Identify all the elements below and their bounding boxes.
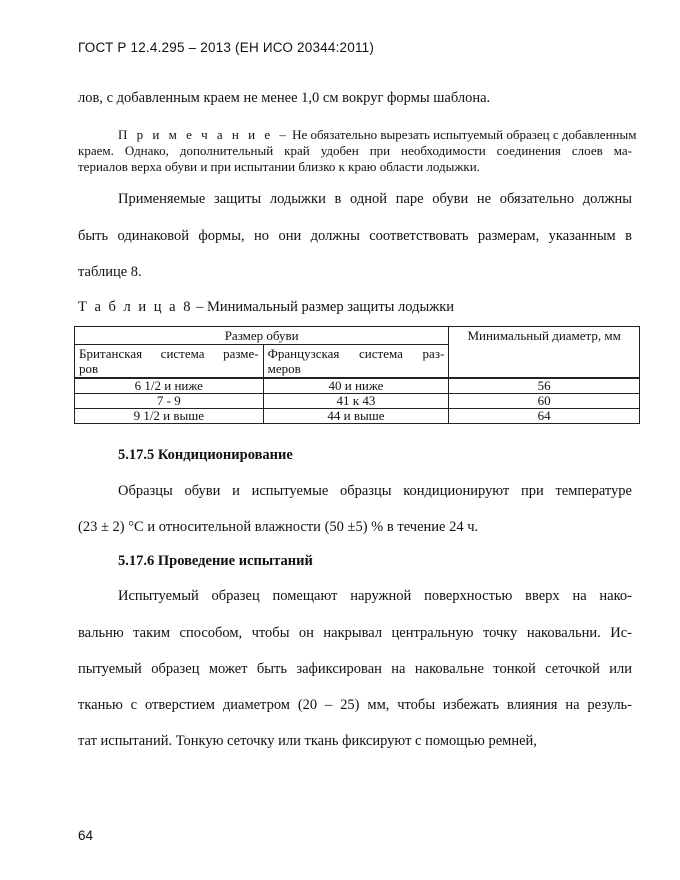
note-label: П р и м е ч а н и е – [118,127,289,142]
page-number: 64 [78,828,94,843]
cell-diameter: 64 [449,409,640,424]
table-header-row-1 [75,327,640,345]
section-5175-line2: (23 ± 2) °С и относительной влажности (50 ±5) % в течение 24 ч. [78,519,479,535]
header-british-system [75,345,264,379]
document-header: ГОСТ Р 12.4.295 – 2013 (ЕН ИСО 20344:2011) [78,40,375,55]
note-first-line [118,128,636,141]
section-5176-line2: вальню таким способом, чтобы он накрывал центральную точку наковальни. Ис- [78,625,632,641]
cell-diameter: 60 [449,394,640,409]
para2-line2: быть одинаковой формы, но они должны соответствовать размерам, указанным в [78,228,632,244]
cell-diameter: 56 [449,378,640,394]
para2-line3: таблице 8. [78,264,142,280]
table-caption-text: – Минимальный размер защиты лодыжки [192,299,455,315]
section-5176-line3: пытуемый образец может быть зафиксирован на наковальне тонкой сеточкой или [78,661,632,677]
section-5176-line5: тат испытаний. Тонкую сеточку или ткань фиксируют с помощью ремней, [78,733,537,749]
header-min-diameter: Минимальный диаметр, мм [449,327,640,379]
note-text-line1: Не обязательно вырезать испытуемый образец с добавленным [292,127,637,142]
table-8 [74,326,640,424]
table-caption-label: Т а б л и ц а 8 [78,299,193,315]
cell-french: 40 и ниже [263,378,449,394]
table-caption [78,300,454,315]
section-5176-line1: Испытуемый образец помещают наружной поверхностью вверх на нако- [118,588,632,604]
note-text-line3: териалов верха обуви и при испытании близко к краю области лодыжки. [78,159,480,174]
paragraph-continuation: лов, с добавленным краем не менее 1,0 см вокруг формы шаблона. [78,90,491,106]
section-5176-line4: тканью с отверстием диаметром (20 – 25) мм, чтобы избежать влияния на резуль- [78,697,632,713]
header-french-system [263,345,449,379]
header-shoe-size: Размер обуви [75,327,449,345]
cell-british: 6 1/2 и ниже [75,378,264,394]
table-row [75,378,640,394]
table-row [75,409,640,424]
note-text-line2: краем. Однако, дополнительный край удобен при необходимости соединения слоев ма- [78,143,632,158]
cell-british: 9 1/2 и выше [75,409,264,424]
section-heading-5175: 5.17.5 Кондиционирование [118,447,293,463]
table-row [75,394,640,409]
cell-british: 7 - 9 [75,394,264,409]
header-french-l1: Французская система раз- [267,346,445,361]
cell-french: 41 к 43 [263,394,449,409]
header-british-l2: ров [79,361,99,376]
cell-french: 44 и выше [263,409,449,424]
header-british-l1: Британская система разме- [79,346,259,361]
header-french-l2: меров [267,361,301,376]
section-5175-line1: Образцы обуви и испытуемые образцы кондиционируют при температуре [118,483,632,499]
section-heading-5176: 5.17.6 Проведение испытаний [118,553,313,569]
para2-line1: Применяемые защиты лодыжки в одной паре обуви не обязательно должны [118,191,632,207]
